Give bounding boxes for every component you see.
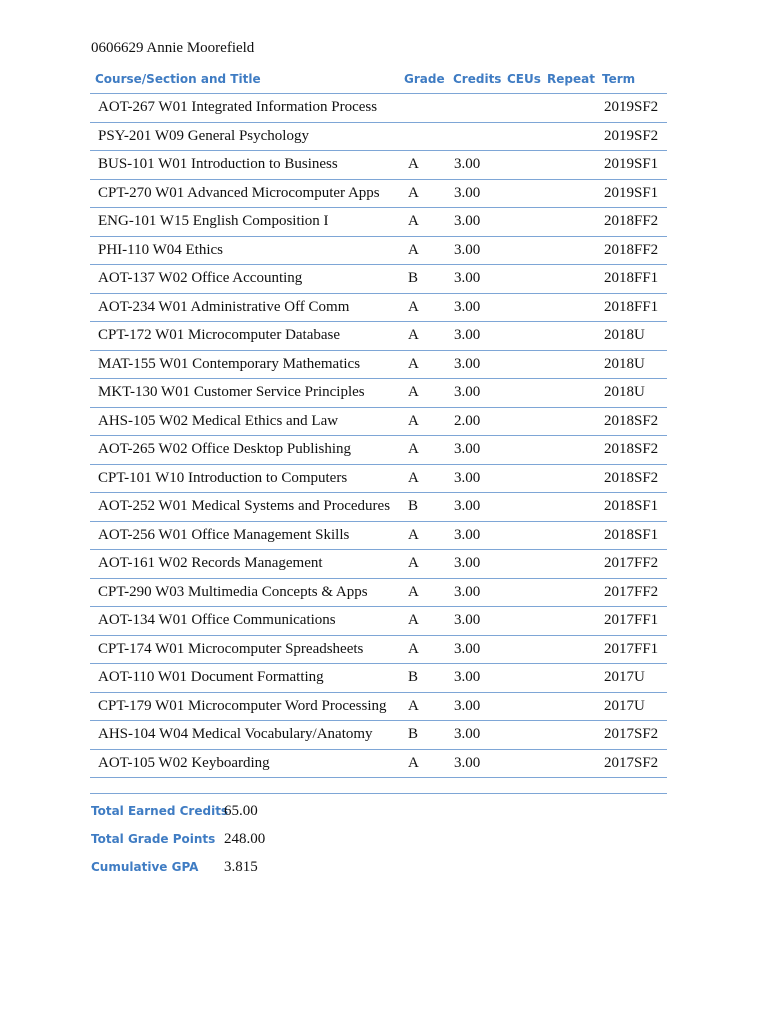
course-grade: A	[408, 754, 419, 771]
table-row	[90, 265, 667, 294]
course-credits: 3.00	[454, 298, 481, 315]
course-grade: A	[408, 327, 419, 343]
course-term: 2018SF1	[604, 526, 659, 543]
course-grade: A	[408, 640, 419, 657]
course-term: 2017U	[604, 697, 645, 714]
course-grade: A	[408, 384, 419, 400]
course-credits: 3.00	[454, 612, 481, 628]
course-credits: 3.00	[454, 555, 481, 571]
course-title: AOT-110 W01 Document Formatting	[98, 669, 324, 685]
table-row	[90, 408, 667, 437]
total-grade-points-value: 248.00	[224, 831, 266, 847]
course-title: BUS-101 W01 Introduction to Business	[98, 156, 338, 172]
table-row	[90, 493, 667, 522]
course-term: 2017FF1	[604, 612, 659, 628]
course-title: AOT-267 W01 Integrated Information Process	[98, 99, 378, 115]
course-term: 2018SF1	[604, 498, 659, 514]
course-grade: A	[408, 555, 419, 571]
course-term: 2019SF2	[604, 127, 659, 144]
course-term: 2018U	[604, 384, 645, 400]
column-header-repeat: Repeat	[547, 72, 595, 86]
table-row	[90, 522, 667, 551]
table-row	[90, 294, 667, 323]
course-title: AOT-134 W01 Office Communications	[98, 612, 336, 628]
course-grade: A	[408, 526, 419, 543]
column-header-credits: Credits	[453, 72, 502, 86]
table-row	[90, 436, 667, 465]
course-term: 2019SF1	[604, 184, 659, 201]
course-title: AOT-105 W02 Keyboarding	[98, 754, 270, 771]
course-credits: 3.00	[454, 583, 481, 600]
totals-separator	[90, 793, 667, 794]
course-credits: 3.00	[454, 441, 481, 457]
table-row	[90, 379, 667, 408]
course-credits: 2.00	[454, 412, 481, 429]
course-title: AHS-105 W02 Medical Ethics and Law	[98, 412, 339, 429]
course-title: AOT-161 W02 Records Management	[98, 555, 323, 571]
column-header-term: Term	[602, 72, 636, 86]
table-row	[90, 208, 667, 237]
cumulative-gpa-value: 3.815	[224, 859, 258, 875]
course-grade: B	[408, 498, 419, 514]
course-credits: 3.00	[454, 384, 481, 400]
course-grade: A	[408, 241, 419, 258]
course-title: AOT-137 W02 Office Accounting	[98, 270, 303, 286]
course-credits: 3.00	[454, 726, 481, 742]
course-title: ENG-101 W15 English Composition I	[98, 213, 329, 229]
course-title: CPT-174 W01 Microcomputer Spreadsheets	[98, 640, 364, 657]
table-row	[90, 151, 667, 180]
column-header-title: Course/Section and Title	[95, 72, 261, 86]
course-title: CPT-101 W10 Introduction to Computers	[98, 469, 348, 486]
course-term: 2018U	[604, 327, 645, 343]
course-grade: B	[408, 270, 419, 286]
table-row	[90, 94, 667, 123]
course-grade: A	[408, 184, 419, 201]
course-title: CPT-290 W03 Multimedia Concepts & Apps	[98, 583, 368, 600]
table-row	[90, 123, 667, 152]
student-id-name: 0606629 Annie Moorefield	[91, 40, 255, 56]
table-row	[90, 693, 667, 722]
course-credits: 3.00	[454, 640, 481, 657]
course-grade: A	[408, 298, 419, 315]
course-credits: 3.00	[454, 669, 481, 685]
course-title: AOT-265 W02 Office Desktop Publishing	[98, 441, 352, 457]
course-grade: A	[408, 355, 419, 372]
course-term: 2017FF2	[604, 555, 659, 571]
course-title: CPT-270 W01 Advanced Microcomputer Apps	[98, 184, 380, 201]
course-grade: A	[408, 583, 419, 600]
course-credits: 3.00	[454, 270, 481, 286]
table-row	[90, 636, 667, 665]
course-title: AHS-104 W04 Medical Vocabulary/Anatomy	[98, 726, 373, 742]
course-title: AOT-234 W01 Administrative Off Comm	[98, 298, 350, 315]
course-credits: 3.00	[454, 355, 481, 372]
course-term: 2018FF2	[604, 213, 659, 229]
column-header-grade: Grade	[404, 72, 445, 86]
course-title: MAT-155 W01 Contemporary Mathematics	[98, 355, 361, 372]
table-row	[90, 180, 667, 209]
table-row	[90, 237, 667, 266]
course-term: 2017U	[604, 669, 645, 685]
table-row	[90, 721, 667, 750]
course-grade: A	[408, 469, 419, 486]
course-title: CPT-179 W01 Microcomputer Word Processing	[98, 697, 387, 714]
course-title: AOT-256 W01 Office Management Skills	[98, 526, 350, 543]
course-term: 2017SF2	[604, 754, 659, 771]
course-term: 2017FF1	[604, 640, 659, 657]
course-credits: 3.00	[454, 213, 481, 229]
course-term: 2018SF2	[604, 469, 659, 486]
course-credits: 3.00	[454, 184, 481, 201]
table-row	[90, 465, 667, 494]
course-grade: B	[408, 669, 419, 685]
course-term: 2018FF2	[604, 241, 659, 258]
course-grade: A	[408, 412, 419, 429]
table-row	[90, 351, 667, 380]
course-grade: A	[408, 156, 419, 172]
course-term: 2019SF2	[604, 99, 659, 115]
course-term: 2018FF1	[604, 270, 659, 286]
course-grade: A	[408, 697, 419, 714]
course-term: 2018SF2	[604, 441, 659, 457]
course-grade: B	[408, 726, 419, 742]
course-title: PSY-201 W09 General Psychology	[98, 127, 309, 144]
course-term: 2018FF1	[604, 298, 659, 315]
table-row	[90, 322, 667, 351]
course-grade: A	[408, 213, 419, 229]
course-term: 2017FF2	[604, 583, 659, 600]
course-title: PHI-110 W04 Ethics	[98, 241, 223, 258]
total-earned-credits-value: 65.00	[224, 803, 258, 819]
cumulative-gpa-label: Cumulative GPA	[91, 860, 199, 874]
course-term: 2018U	[604, 355, 645, 372]
total-earned-credits-label: Total Earned Credits	[91, 804, 229, 818]
course-title: MKT-130 W01 Customer Service Principles	[98, 384, 365, 400]
course-credits: 3.00	[454, 327, 481, 343]
course-credits: 3.00	[454, 754, 481, 771]
total-grade-points-label: Total Grade Points	[91, 832, 216, 846]
course-term: 2017SF2	[604, 726, 659, 742]
course-grade: A	[408, 441, 419, 457]
course-credits: 3.00	[454, 498, 481, 514]
course-title: CPT-172 W01 Microcomputer Database	[98, 327, 341, 343]
course-credits: 3.00	[454, 526, 481, 543]
course-credits: 3.00	[454, 469, 481, 486]
table-row	[90, 607, 667, 636]
table-row	[90, 550, 667, 579]
course-table	[90, 93, 667, 778]
course-term: 2018SF2	[604, 412, 659, 429]
course-title: AOT-252 W01 Medical Systems and Procedures	[98, 498, 391, 514]
column-header-ceus: CEUs	[507, 72, 541, 86]
table-row	[90, 664, 667, 693]
course-term: 2019SF1	[604, 156, 659, 172]
table-row	[90, 579, 667, 608]
course-credits: 3.00	[454, 697, 481, 714]
course-credits: 3.00	[454, 241, 481, 258]
table-row	[90, 750, 667, 779]
course-grade: A	[408, 612, 419, 628]
course-credits: 3.00	[454, 156, 481, 172]
